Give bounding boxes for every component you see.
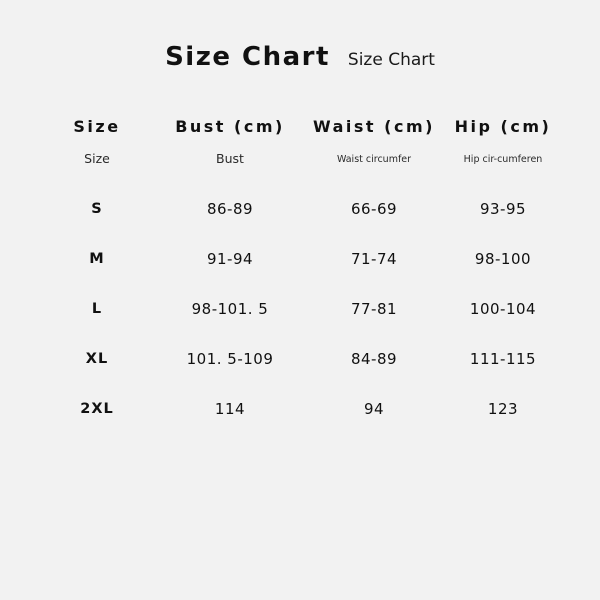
cell-waist: 77-81: [350, 300, 398, 318]
table-row: [38, 334, 562, 384]
table-body: [38, 184, 562, 434]
header-sub-bust: Bust: [216, 150, 244, 166]
cell-waist: 84-89: [350, 350, 398, 368]
cell-size: S: [91, 201, 103, 217]
cell-size: XL: [85, 351, 109, 367]
cell-bust: 101. 5-109: [186, 350, 274, 368]
cell-waist: 66-69: [350, 200, 398, 218]
cell-bust: 114: [214, 400, 246, 418]
page-title: [0, 42, 600, 72]
cell-bust: 86-89: [206, 200, 254, 218]
cell-hip: 93-95: [479, 200, 527, 218]
header-cell-bust: [156, 112, 304, 184]
cell-bust: 91-94: [206, 250, 254, 268]
header-cell-size: [38, 112, 156, 184]
table-header: [38, 112, 562, 184]
cell-waist: 94: [363, 400, 385, 418]
cell-size: L: [91, 301, 103, 317]
cell-hip: 100-104: [469, 300, 537, 318]
header-sub-waist: Waist circumfer: [336, 153, 412, 165]
size-chart-table: [38, 112, 562, 434]
header-cell-hip: [444, 112, 562, 184]
table-row: [38, 384, 562, 434]
header-main-size: Size: [73, 117, 121, 136]
title-subtitle: Size Chart: [347, 50, 435, 70]
cell-hip: 98-100: [474, 250, 532, 268]
table-header-row: [38, 112, 562, 184]
cell-hip: 123: [487, 400, 519, 418]
title-main: Size Chart: [165, 42, 330, 72]
table-row: [38, 234, 562, 284]
header-main-bust: Bust (cm): [175, 117, 285, 136]
cell-waist: 71-74: [350, 250, 398, 268]
cell-bust: 98-101. 5: [191, 300, 269, 318]
header-cell-waist: [304, 112, 444, 184]
cell-hip: 111-115: [469, 350, 537, 368]
header-main-waist: Waist (cm): [313, 117, 435, 136]
cell-size: 2XL: [80, 401, 114, 417]
header-sub-hip: Hip cir-cumferen: [463, 153, 543, 165]
header-sub-size: Size: [84, 150, 110, 166]
table-row: [38, 184, 562, 234]
header-main-hip: Hip (cm): [454, 117, 552, 136]
table-row: [38, 284, 562, 334]
cell-size: M: [89, 251, 105, 267]
